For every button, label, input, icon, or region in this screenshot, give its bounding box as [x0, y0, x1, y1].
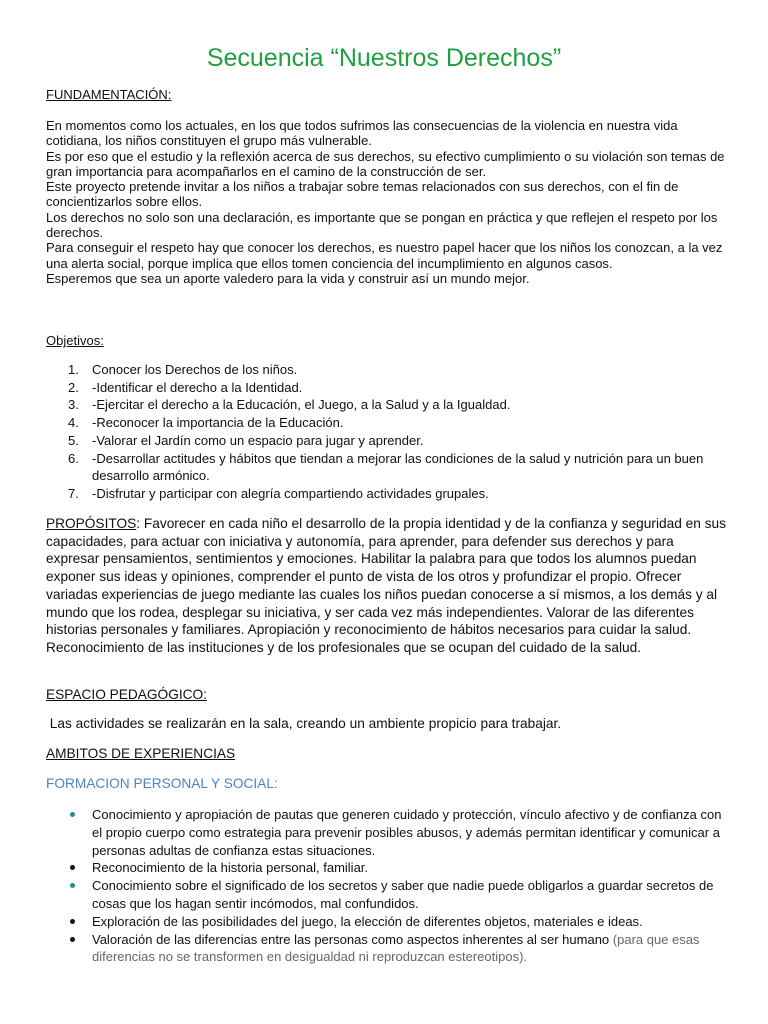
objetivo-item: [46, 414, 726, 432]
objetivo-number: 7.: [68, 485, 79, 501]
fundamentacion-paragraph: Los derechos no solo son una declaración, es importante que se pongan en práctica y que reflejen el respeto por los derechos.: [46, 209, 718, 241]
objetivo-item: [46, 450, 726, 485]
formacion-note: (para que esas diferencias no se transformen en desigualdad ni reproduzcan estereotipos).: [92, 931, 700, 965]
bullet-icon: [70, 865, 75, 870]
objetivo-item: [46, 396, 726, 414]
formacion-text: Conocimiento sobre el significado de los secretos y saber que nadie puede obligarlos a guardar secretos de cosas que los hagan sentir incómodos, mal confundidos.: [92, 878, 714, 911]
formacion-item: [46, 913, 726, 931]
bullet-icon: [70, 883, 75, 888]
objetivo-number: 4.: [68, 415, 79, 431]
objetivo-number: 6.: [68, 450, 79, 466]
fundamentacion-paragraph: Es por eso que el estudio y la reflexión acerca de sus derechos, su efectivo cumplimiento o su violación son temas de gran importancia para acompañarlos en el camino de la construcción de ser.: [46, 148, 725, 179]
formacion-text: Conocimiento y apropiación de pautas que generen cuidado y protección, vínculo afectivo y de confianza con el propio cuerpo como estrategia para prevenir posibles abusos, y además permitan identificar y comunicar a personas adultas de confianza estas situaciones.: [92, 807, 722, 858]
espacio-heading: ESPACIO PEDAGÓGICO:: [46, 687, 207, 702]
objetivos-list: [46, 361, 726, 503]
fundamentacion-paragraph: Esperemos que sea un aporte valedero para la vida y construir así un mundo mejor.: [46, 270, 530, 286]
objetivo-item: [46, 361, 726, 379]
document-title: Secuencia “Nuestros Derechos”: [206, 44, 562, 72]
bullet-icon: [70, 812, 75, 817]
fundamentacion-heading: FUNDAMENTACIÓN:: [46, 87, 172, 102]
formacion-item: [46, 931, 726, 967]
objetivo-item: [46, 379, 726, 397]
objetivo-text: -Reconocer la importancia de la Educación.: [92, 415, 344, 431]
ambitos-heading: AMBITOS DE EXPERIENCIAS: [46, 746, 236, 761]
formacion-list: [46, 806, 726, 966]
propositos-text: : Favorecer en cada niño el desarrollo de la propia identidad y de la confianza y seguridad en sus capacidades, para actuar con iniciativa y autonomía, para aprender, para defender sus derechos y para expresar pensamientos, sentimientos y emociones. Habilitar la palabra para que todos los alumnos puedan exponer sus ideas y opiniones, comprender el punto de vista de los otros y profundizar el propio. Ofrecer variadas experiencias de juego mediante las cuales los niños puedan conocerse a sí mismos, a los demás y al mundo que los rodea, desplegar su iniciativa, y ser cada vez más independientes. Valorar de las diferentes historias personales y familiares. Apropiación y reconocimiento de hábitos necesarios para cuidar la salud. Reconocimiento de las instituciones y de los profesionales que se ocupan del cuidado de la salud.: [46, 516, 726, 655]
objetivo-item: [46, 485, 726, 503]
espacio-text: Las actividades se realizarán en la sala, creando un ambiente propicio para trabajar.: [46, 716, 562, 731]
fundamentacion-paragraph: Este proyecto pretende invitar a los niños a trabajar sobre temas relacionados con sus derechos, con el fin de concientizarlos sobre ellos.: [46, 179, 679, 210]
bullet-icon: [70, 937, 75, 942]
formacion-text: Exploración de las posibilidades del juego, la elección de diferentes objetos, materiales e ideas.: [92, 913, 643, 929]
fundamentacion-paragraph: Para conseguir el respeto hay que conocer los derechos, es nuestro papel hacer que los niños los conozcan, a la vez una alerta social, porque implica que ellos tomen conciencia del incumplimiento en algunos casos.: [46, 240, 723, 271]
propositos-label: PROPÓSITOS: [46, 516, 137, 531]
formacion-item: [46, 877, 726, 913]
objetivo-text: Conocer los Derechos de los niños.: [92, 362, 298, 377]
objetivo-number: 5.: [68, 432, 79, 448]
objetivo-text: -Disfrutar y participar con alegría compartiendo actividades grupales.: [92, 485, 489, 501]
formacion-text: Valoración de las diferencias entre las personas como aspectos inherentes al ser humano: [92, 931, 613, 947]
objetivo-number: 1.: [68, 362, 79, 377]
propositos-paragraph: [46, 515, 726, 657]
objetivo-number: 2.: [68, 379, 79, 395]
objetivo-text: -Valorar el Jardín como un espacio para jugar y aprender.: [92, 432, 424, 448]
objetivo-text: -Identificar el derecho a la Identidad.: [92, 379, 303, 395]
objetivo-text: -Desarrollar actitudes y hábitos que tiendan a mejorar las condiciones de la salud y nutrición para un buen desarrollo armónico.: [92, 450, 704, 484]
objetivos-heading: Objetivos:: [46, 333, 104, 348]
formacion-text: Reconocimiento de la historia personal, familiar.: [92, 860, 369, 876]
formacion-item: [46, 806, 726, 859]
formacion-item: [46, 859, 726, 877]
fundamentacion-paragraph: En momentos como los actuales, en los que todos sufrimos las consecuencias de la violencia en nuestra vida cotidiana, los niños constituyen el grupo más vulnerable.: [46, 118, 678, 149]
bullet-icon: [70, 919, 75, 924]
objetivo-item: [46, 432, 726, 450]
objetivo-text: -Ejercitar el derecho a la Educación, el Juego, a la Salud y a la Igualdad.: [92, 397, 511, 413]
formacion-heading: FORMACION PERSONAL Y SOCIAL:: [46, 776, 278, 791]
fundamentacion-body: [46, 118, 726, 286]
objetivo-number: 3.: [68, 397, 79, 413]
